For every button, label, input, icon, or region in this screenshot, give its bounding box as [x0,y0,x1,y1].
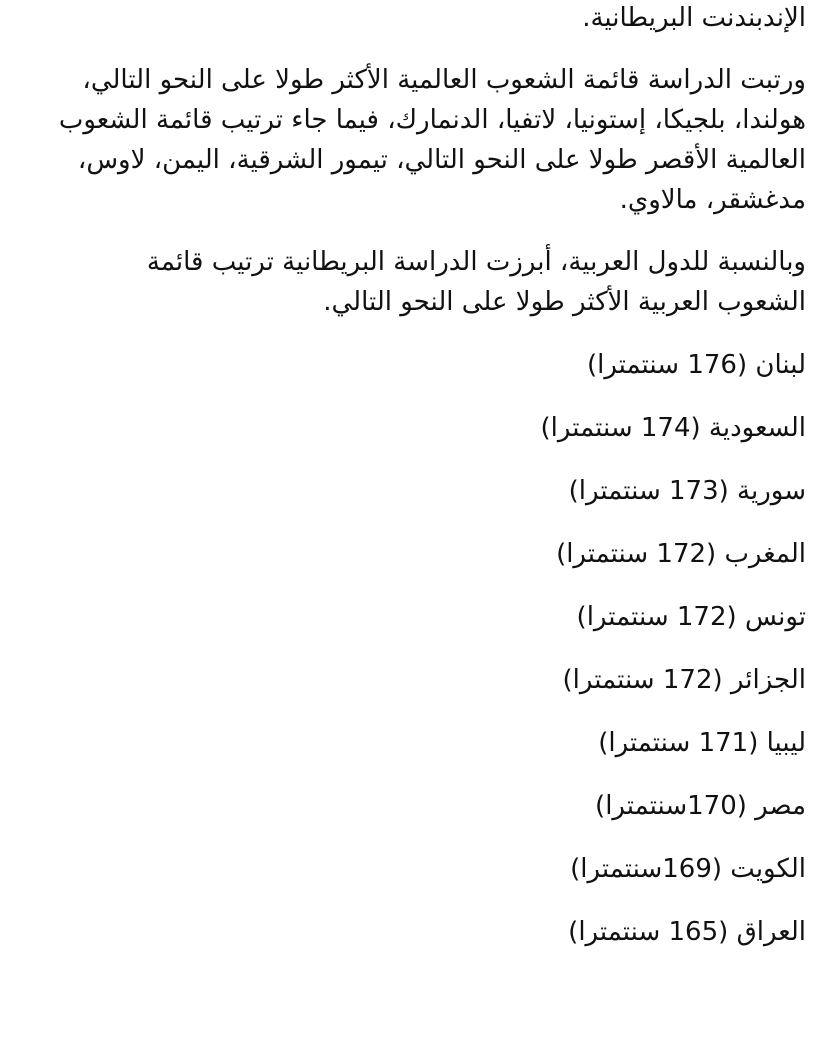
ranking-text: سورية (173 سنتمترا) [568,476,806,506]
article-paragraph: ورتبت الدراسة قائمة الشعوب العالمية الأكثر طولا على النحو التالي، هولندا، بلجيكا، إستونيا، لاتفيا، الدنمارك، فيما جاء ترتيب قائمة الشعوب العالمية الأقصر طولا على النحو التالي، تيمور الشرقية، اليمن، لاوس، مدغشقر، مالاوي. [58,65,806,215]
ranking-item-syria [56,471,806,534]
ranking-text: تونس (172 سنتمترا) [576,602,806,632]
ranking-text: المغرب (172 سنتمترا) [556,539,806,569]
article-paragraph: وبالنسبة للدول العربية، أبرزت الدراسة البريطانية ترتيب قائمة الشعوب العربية الأكثر طولا على النحو التالي. [146,247,806,317]
ranking-text: لبنان (176 سنتمترا) [586,350,806,380]
ranking-item-kuwait [56,849,806,912]
ranking-item-saudi-arabia [56,408,806,471]
ranking-item-iraq [56,912,806,975]
ranking-text: الكويت (169سنتمترا) [570,854,806,884]
ranking-text: الجزائر (172 سنتمترا) [562,665,806,695]
height-ranking-list [56,345,806,975]
ranking-item-morocco [56,534,806,597]
article-paragraph: الإندبندنت البريطانية. [582,3,806,33]
ranking-text: العراق (165 سنتمترا) [568,917,806,947]
ranking-text: السعودية (174 سنتمترا) [540,413,806,443]
article-body [56,0,806,975]
ranking-item-libya [56,723,806,786]
ranking-text: مصر (170سنتمترا) [595,791,806,821]
ranking-item-tunisia [56,597,806,660]
ranking-item-algeria [56,660,806,723]
ranking-item-lebanon [56,345,806,408]
ranking-item-egypt [56,786,806,849]
ranking-text: ليبيا (171 سنتمترا) [598,728,806,758]
